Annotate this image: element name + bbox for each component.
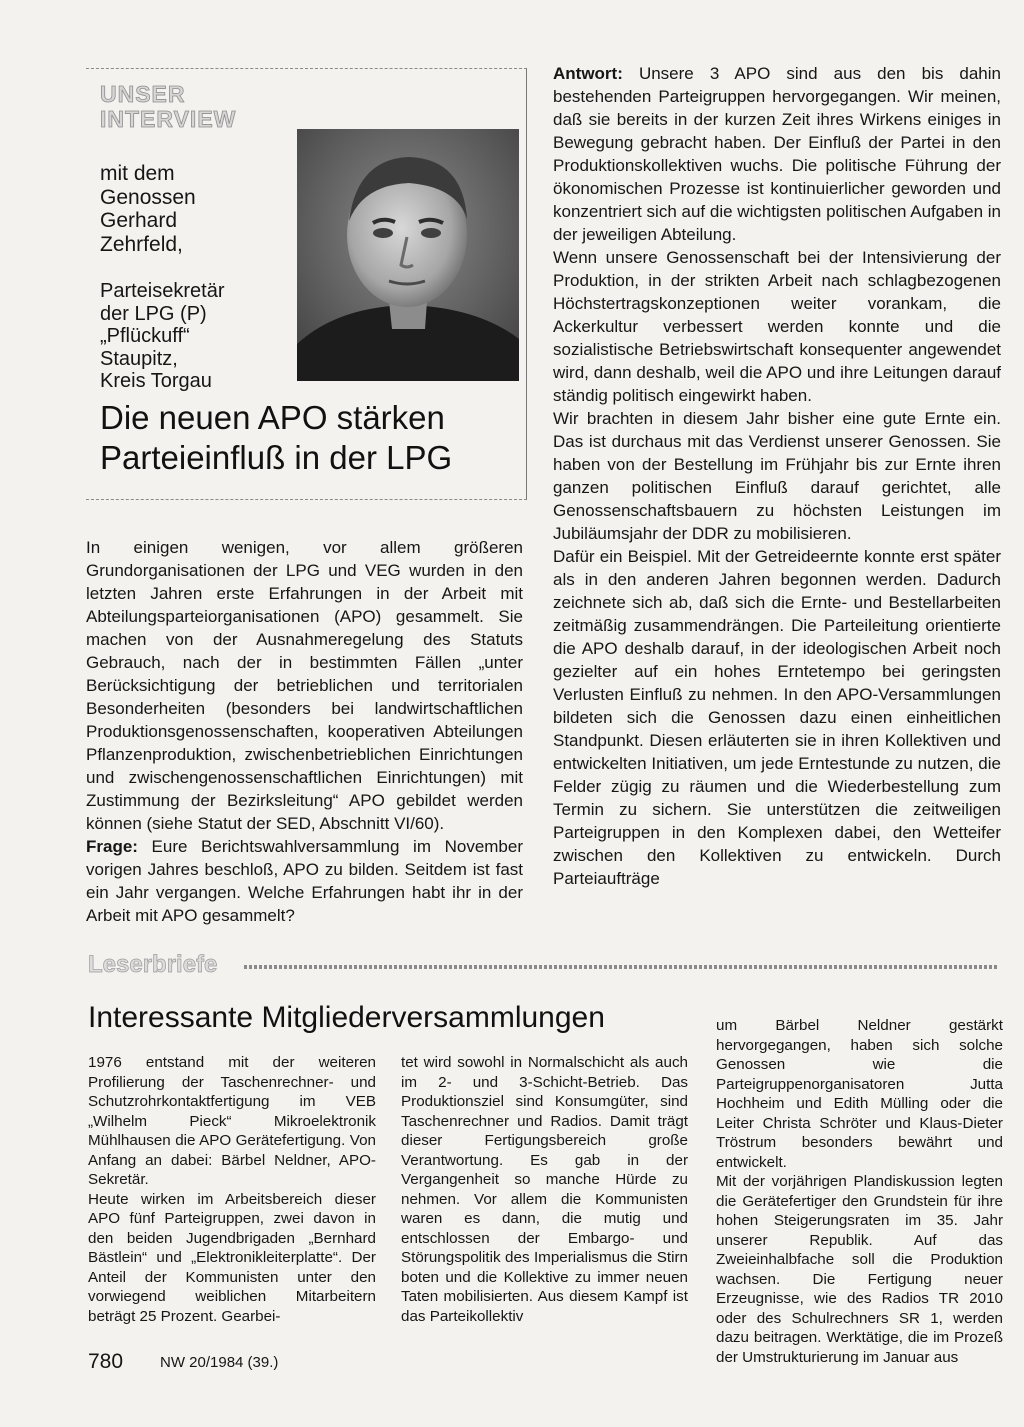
- letter-paragraph: tet wird sowohl in Normalschicht als auch im 2- und 3-Schicht-Betrieb. Das Produktionsziel sind Konsumgüter, sind Taschenrechner und Radios. Damit trägt dieser Fertigungsbereich große Verantwortung. Es gab in der Vergangenheit so manche Hürde zu nehmen. Vor allem die Kommunisten waren es dann, die mutig und entschlossen der Embargo- und Störungspolitik des Imperialismus die Stirn boten und die Kollektive zu immer neuen Taten mobilisierten. Aus diesem Kampf ist das Parteikollektiv: [401, 1054, 688, 1325]
- interviewee-role: [100, 280, 225, 393]
- letter-paragraph: 1976 entstand mit der weiteren Profilierung der Taschenrechner- und Schutzrohrkontaktfertigung im VEB „Wilhelm Pieck“ Mikroelektronik Mühlhausen die APO Gerätefertigung. Von Anfang an dabei: Bärbel Neldner, APO-Sekretär.: [88, 1054, 376, 1188]
- section-rule: [244, 965, 999, 969]
- interview-tag-line1: UNSER: [100, 81, 186, 107]
- role-line: „Pflückuff“: [100, 325, 190, 347]
- answer-label: Antwort:: [553, 64, 623, 83]
- intro-line: Zehrfeld,: [100, 232, 183, 256]
- interview-headline: [100, 398, 520, 478]
- section-label: Leserbriefe: [88, 951, 218, 978]
- portrait-photo-graphic: [297, 129, 519, 381]
- letter-column-1: [88, 1053, 376, 1326]
- answer-paragraph-2: Wenn unsere Genossenschaft bei der Intensivierung der Produktion, in der strikten Arbeit nach schlagbezogenen Höchstertragskonzeptionen weiter vorankam, die Ackerkultur verbessert werden konnte und die sozialistische Betriebswirtschaft konsequenter angewendet wird, dann deshalb, weil die APO und ihre Leitungen darauf ständig politisch eingewirkt haben.: [553, 248, 1001, 405]
- portrait-photo: [297, 129, 519, 381]
- interview-tag-line2: INTERVIEW: [100, 106, 237, 132]
- letter-paragraph: um Bärbel Neldner gestärkt hervorgegangen, haben sich solche Genossen wie die Parteigruppenorganisatoren Jutta Hochheim und Edith Mülling oder die Leiter Christa Schröter und Klaus-Dieter Tröstrum besonders bewährt und entwickelt.: [716, 1017, 1003, 1171]
- interview-tag: [100, 82, 236, 132]
- headline-line2: Parteieinfluß in der LPG: [100, 439, 453, 476]
- issue-reference: NW 20/1984 (39.): [160, 1354, 279, 1371]
- answer-paragraph: [553, 62, 1001, 246]
- intro-line: mit dem: [100, 162, 175, 185]
- answer-paragraph-4: Dafür ein Beispiel. Mit der Getreideernte konnte erst später als in den anderen Jahren begonnen werden. Dadurch zeichnete sich ab, daß sich die Ernte- und Bestellarbeiten zeitmäßig zusammendrängen. Die Parteileitung orientierte die APO deshalb darauf, in der ideologischen Arbeit noch gezielter auf ein hohes Erntetempo bei geringsten Verlusten Einfluß zu nehmen. In den APO-Versammlungen bildeten sich die Genossen dazu einen einheitlichen Standpunkt. Diesen erläuterten sie in ihren Kollektiven und entwickelten Initiativen, um jede Erntestunde zu nutzen, die Felder zügig zu räumen und die Wiederbestellung zum Termin zu sichern. Sie unterstützen die zeitweiligen Parteigruppen in den Komplexen dabei, den Wetteifer zwischen den Kollektiven zu entwickeln. Durch Parteiaufträge: [553, 547, 1001, 888]
- interviewee-intro: [100, 162, 196, 256]
- intro-line: Genossen: [100, 185, 196, 209]
- letter-paragraph: Mit der vorjährigen Plandiskussion legten die Gerätefertiger den Grundstein für ihre hohen Steigerungsraten im 35. Jahr unserer Republik. Auf das Zweieinhalbfache soll die Produktion wachsen. Die Fertigung neuer Erzeugnisse, wie des Radios TR 2010 oder des Schulrechners SR 1, werden dazu beitragen. Werktätige, die im Prozeß der Umstrukturierung im Januar aus: [716, 1173, 1003, 1366]
- role-line: Parteisekretär: [100, 280, 225, 302]
- headline-line1: Die neuen APO stärken: [100, 399, 445, 436]
- intro-paragraph: In einigen wenigen, vor allem größeren Grundorganisationen der LPG und VEG wurden in den letzten Jahren erste Erfahrungen in der Arbeit mit Abteilungsparteiorganisationen (APO) gesammelt. Sie machen von der Ausnahmeregelung des Statuts Gebrauch, nach der in bestimmten Fällen „unter Berücksichtigung der betrieblichen und territorialen Besonderheiten (besonders bei landwirtschaftlichen Produktionsgenossenschaften, kooperativen Abteilungen Pflanzenproduktion, zwischenbetrieblichen Einrichtungen und zwischengenossenschaftlichen Einrichtungen) mit Zustimmung der Bezirksleitung“ APO gebildet werden können (siehe Statut der SED, Abschnitt VI/60).: [86, 538, 523, 833]
- left-column: [86, 536, 523, 927]
- intro-line: Gerhard: [100, 209, 178, 232]
- page-number: 780: [88, 1350, 124, 1373]
- letter-column-2: [401, 1053, 688, 1326]
- answer-text: Unsere 3 APO sind aus den bis dahin bestehenden Parteigruppen hervorgegangen. Wir meinen, daß sie bereits in der kurzen Zeit ihres Wirkens einiges in Bewegung gebracht haben. Der Einfluß der Partei in den Produktionskollektiven wuchs. Die politische Führung der ökonomischen Prozesse ist kontinuierlicher geworden und konzentriert sich auf die wichtigsten politischen Aufgaben in der jeweiligen Abteilung.: [553, 64, 1001, 244]
- role-line: der LPG (P): [100, 302, 207, 325]
- letter-column-3: [716, 1016, 1003, 1367]
- role-line: Kreis Torgau: [100, 370, 212, 392]
- article-title: Interessante Mitgliederversammlungen: [88, 1001, 605, 1034]
- question-text: Eure Berichtswahlversammlung im November vorigen Jahres beschloß, APO zu bilden. Seitdem ist fast ein Jahr vergangen. Welche Erfahrungen habt ihr in der Arbeit mit APO gesammelt?: [86, 837, 523, 925]
- answer-paragraph-3: Wir brachten in diesem Jahr bisher eine gute Ernte ein. Das ist durchaus mit das Verdienst unserer Genossen. Sie haben von der Bestellung im Frühjahr bis zur Ernte ihren ganzen politischen Einfluß darauf gerichtet, alle Genossenschaftsbauern zu höchsten Leistungen im Jubiläumsjahr der DDR zu mobilisieren.: [553, 409, 1001, 543]
- role-line: Staupitz,: [100, 347, 178, 370]
- right-column: [553, 62, 1001, 890]
- question-label: Frage:: [86, 837, 138, 856]
- question-paragraph: [86, 835, 523, 927]
- letter-paragraph: Heute wirken im Arbeitsbereich dieser APO fünf Parteigruppen, zwei davon in den beiden Jugendbrigaden „Bernhard Bästlein“ und „Elektronikleiterplatte“. Der Anteil der Kommunisten unter den vorwiegend weiblichen Mitarbeitern beträgt 25 Prozent. Gearbei-: [88, 1190, 376, 1325]
